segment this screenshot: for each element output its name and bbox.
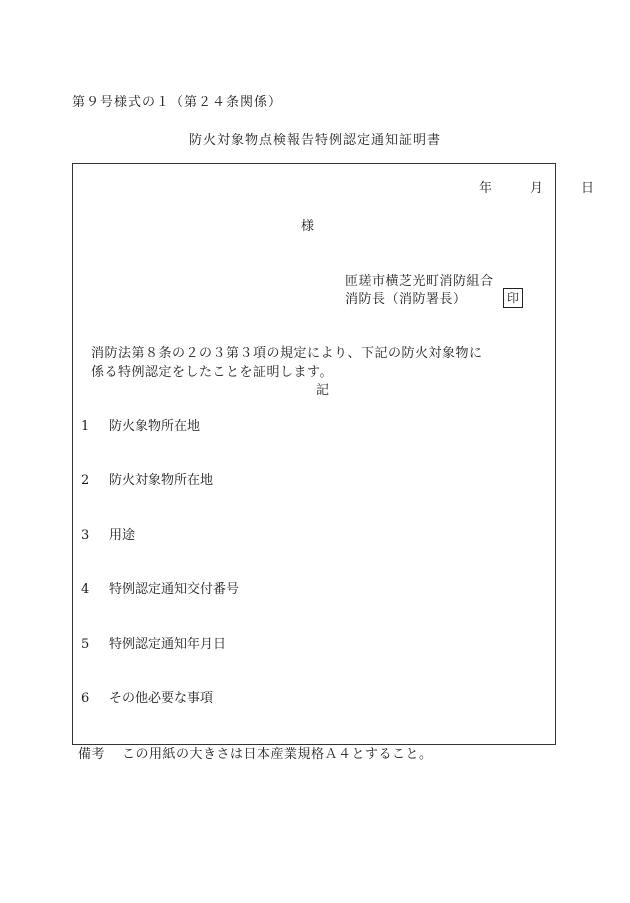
item-notice-date (81, 637, 226, 653)
item-number: 3 (81, 528, 90, 543)
item-location-1 (81, 419, 200, 435)
item-number: 4 (81, 582, 90, 597)
record-heading: 記 (316, 383, 330, 398)
day-label: 日 (580, 181, 594, 196)
year-label: 年 (478, 181, 492, 196)
month-label: 月 (529, 181, 543, 196)
item-location-2 (81, 473, 213, 489)
form-box (72, 163, 556, 745)
form-number: 第９号様式の１（第２４条関係） (72, 95, 283, 110)
item-label: 特例認定通知交付番号 (109, 582, 240, 597)
item-number: 6 (81, 691, 90, 706)
item-number: 2 (81, 473, 90, 488)
certification-text-line2: 係る特例認定をしたことを証明します。 (91, 365, 333, 380)
footer-text: この用紙の大きさは日本産業規格Ａ４とすること。 (122, 747, 433, 762)
date-line (479, 181, 594, 197)
seal-box: 印 (503, 288, 523, 308)
item-number: 1 (81, 419, 90, 434)
addressee-suffix: 様 (301, 219, 315, 234)
issuer-organization: 匝瑳市横芝光町消防組合 (345, 274, 494, 289)
document-title: 防火対象物点検報告特例認定通知証明書 (188, 133, 441, 148)
footer-note (78, 747, 433, 763)
item-label: その他必要な事項 (109, 691, 214, 706)
item-other-matters (81, 691, 213, 707)
certification-text-line1: 消防法第８条の２の３第３項の規定により、下記の防火対象物に (91, 346, 483, 361)
item-label: 防火象物所在地 (109, 419, 201, 434)
item-usage (81, 528, 135, 544)
item-label: 用途 (109, 528, 136, 543)
item-notice-number (81, 582, 239, 598)
item-number: 5 (81, 637, 90, 652)
footer-label: 備考 (78, 747, 106, 762)
item-label: 防火対象物所在地 (109, 473, 214, 488)
issuer-title: 消防長（消防署長） (345, 292, 467, 307)
item-label: 特例認定通知年月日 (109, 637, 227, 652)
